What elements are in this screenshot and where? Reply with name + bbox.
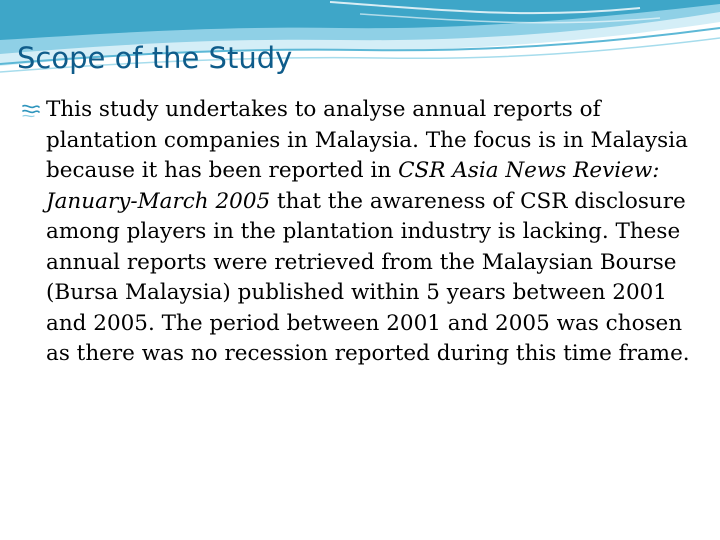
ribbon-bullet-icon bbox=[22, 104, 40, 118]
bullet-item bbox=[22, 95, 702, 370]
bullet-text-source-citation: CSR Asia News Review: January-March 2005 bbox=[46, 158, 660, 214]
bullet-text-part-1: This study undertakes to analyse annual reports of plantation companies in Malaysia. The focus is in Malaysia because it has been reported in bbox=[46, 97, 688, 183]
bullet-list bbox=[22, 95, 702, 370]
bullet-text-part-2: that the awareness of CSR disclosure among players in the plantation industry is lacking. These annual reports were retrieved from the Malaysian Bourse (Bursa Malaysia) published within 5 years between 2001 and 2005. The period between 2001 and 2005 was chosen as there was no recession reported during this time frame. bbox=[46, 188, 690, 366]
slide-title: Scope of the Study bbox=[17, 41, 293, 75]
